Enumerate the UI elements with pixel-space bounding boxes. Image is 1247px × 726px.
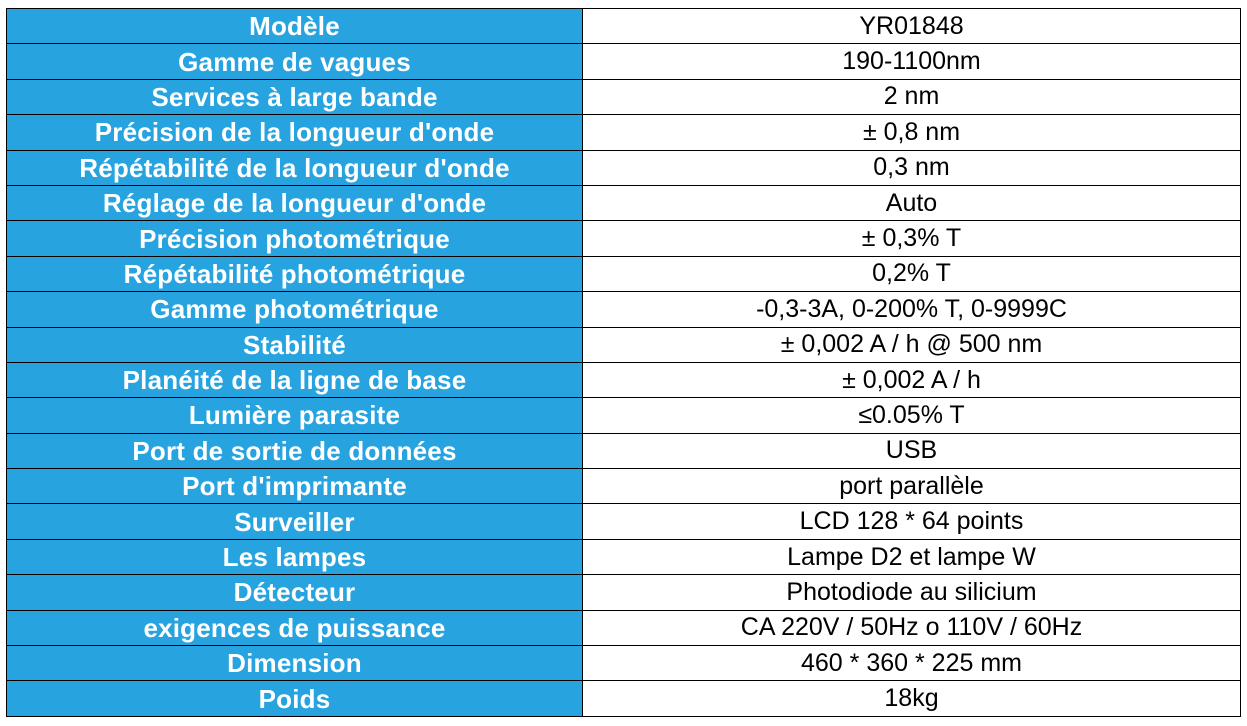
spec-value: Lampe D2 et lampe W [583, 539, 1241, 574]
spec-value: ± 0,3% T [583, 221, 1241, 256]
spec-label: exigences de puissance [7, 610, 583, 645]
spec-row-data-output-port [7, 433, 1241, 468]
spec-row-power-requirements [7, 610, 1241, 645]
spec-label: Poids [7, 681, 583, 716]
spec-value: port parallèle [583, 469, 1241, 504]
spec-value: Auto [583, 185, 1241, 220]
spec-label: Stabilité [7, 327, 583, 362]
spec-value: ± 0,002 A / h [583, 362, 1241, 397]
spec-row-wavelength-accuracy [7, 115, 1241, 150]
spec-label: Services à large bande [7, 79, 583, 114]
spec-row-detector [7, 575, 1241, 610]
spec-value: 2 nm [583, 79, 1241, 114]
spec-label: Détecteur [7, 575, 583, 610]
spec-value: Photodiode au silicium [583, 575, 1241, 610]
spec-label: Les lampes [7, 539, 583, 574]
spec-value: 460 * 360 * 225 mm [583, 646, 1241, 681]
spec-label: Répétabilité photométrique [7, 256, 583, 291]
spec-value: 0,3 nm [583, 150, 1241, 185]
spec-label: Gamme de vagues [7, 44, 583, 79]
spec-value: 18kg [583, 681, 1241, 716]
specifications-table [6, 8, 1241, 717]
spec-label: Répétabilité de la longueur d'onde [7, 150, 583, 185]
spec-row-dimension [7, 646, 1241, 681]
spec-value: ± 0,8 nm [583, 115, 1241, 150]
spec-label: Réglage de la longueur d'onde [7, 185, 583, 220]
spec-label: Modèle [7, 9, 583, 44]
spec-value: -0,3-3A, 0-200% T, 0-9999C [583, 292, 1241, 327]
spec-label: Précision photométrique [7, 221, 583, 256]
spec-label: Port d'imprimante [7, 469, 583, 504]
specifications-table-body [7, 9, 1241, 717]
spec-row-weight [7, 681, 1241, 716]
spec-value: CA 220V / 50Hz o 110V / 60Hz [583, 610, 1241, 645]
spec-value: 190-1100nm [583, 44, 1241, 79]
spec-row-wavelength-setting [7, 185, 1241, 220]
spec-label: Gamme photométrique [7, 292, 583, 327]
spec-value: ± 0,002 A / h @ 500 nm [583, 327, 1241, 362]
spec-label: Surveiller [7, 504, 583, 539]
spec-row-wavelength-range [7, 44, 1241, 79]
spec-row-photometric-accuracy [7, 221, 1241, 256]
spec-value: USB [583, 433, 1241, 468]
spec-row-bandwidth [7, 79, 1241, 114]
spec-label: Port de sortie de données [7, 433, 583, 468]
spec-row-photometric-range [7, 292, 1241, 327]
spec-value: YR01848 [583, 9, 1241, 44]
spec-row-photometric-repeatability [7, 256, 1241, 291]
spec-value: 0,2% T [583, 256, 1241, 291]
spec-row-baseline-flatness [7, 362, 1241, 397]
spec-row-lamps [7, 539, 1241, 574]
spec-row-stability [7, 327, 1241, 362]
spec-row-model [7, 9, 1241, 44]
spec-label: Lumière parasite [7, 398, 583, 433]
spec-row-wavelength-repeatability [7, 150, 1241, 185]
spec-row-printer-port [7, 469, 1241, 504]
spec-row-stray-light [7, 398, 1241, 433]
spec-row-monitor [7, 504, 1241, 539]
spec-value: ≤0.05% T [583, 398, 1241, 433]
spec-value: LCD 128 * 64 points [583, 504, 1241, 539]
spec-label: Précision de la longueur d'onde [7, 115, 583, 150]
spec-label: Planéité de la ligne de base [7, 362, 583, 397]
spec-label: Dimension [7, 646, 583, 681]
